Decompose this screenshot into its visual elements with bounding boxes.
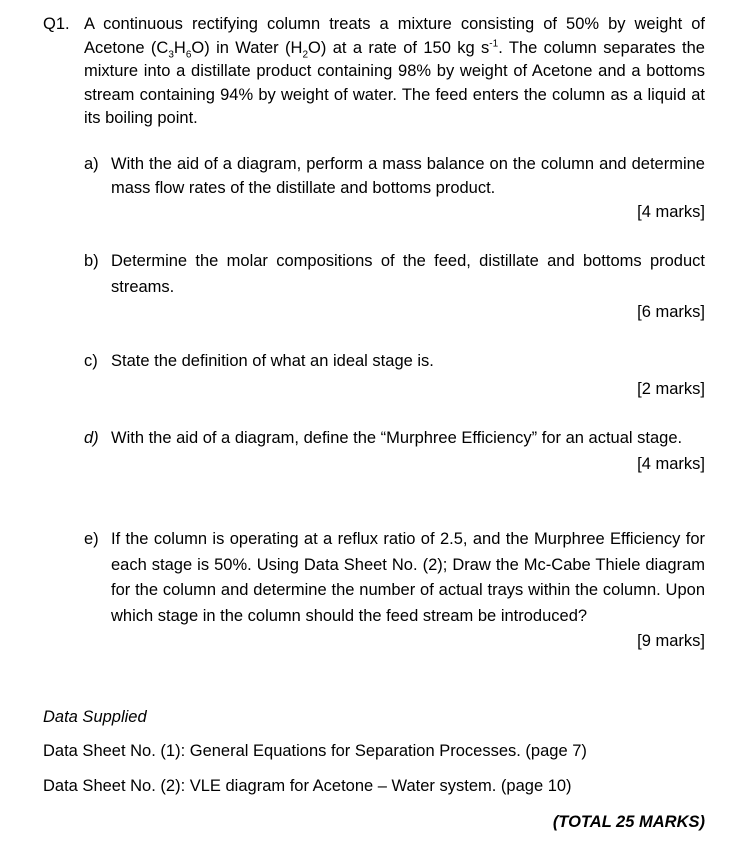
part-a-text: With the aid of a diagram, perform a mass balance on the column and determine mass flow rates of the distillate and bottoms product. xyxy=(111,155,705,197)
part-a-letter: a) xyxy=(84,155,99,173)
part-c xyxy=(84,349,705,401)
part-a-marks: [4 marks] xyxy=(637,203,705,221)
question-intro: A continuous rectifying column treats a mixture consisting of 50% by weight of Acetone $(C_3H_6O)$ in Water $(H_2O)$ at a rate of 150 kg $s^{-1}$. The column separates the mixture into a distillate product containing 98% by weight of Acetone and a bottoms stream containing 94% by weight of water. The feed enters the column as a liquid at its boiling point. xyxy=(84,15,705,127)
part-d-letter: d) xyxy=(84,429,99,447)
part-d-text: With the aid of a diagram, define the “Murphree Efficiency” for an actual stage. xyxy=(111,429,683,447)
part-b-text: Determine the molar compositions of the feed, distillate and bottoms product streams. xyxy=(111,252,705,296)
question-number: Q1. xyxy=(43,15,70,33)
data-sheet-1: Data Sheet No. (1): General Equations for Separation Processes. (page 7) xyxy=(43,742,587,760)
part-c-letter: c) xyxy=(84,352,98,370)
part-d xyxy=(84,426,705,476)
part-e-text: If the column is operating at a reflux ratio of 2.5, and the Murphree Efficiency for each stage is 50%. Using Data Sheet No. (2); Draw the Mc-Cabe Thiele diagram for the column and determine the number of actual trays within the column. Upon which stage in the column should the feed stream be introduced? xyxy=(111,530,705,625)
part-c-text: State the definition of what an ideal stage is. xyxy=(111,352,434,370)
part-c-marks: [2 marks] xyxy=(637,380,705,398)
part-b xyxy=(84,249,705,324)
part-e-marks: [9 marks] xyxy=(637,632,705,650)
total-marks: (TOTAL 25 MARKS) xyxy=(552,813,705,831)
part-d-marks: [4 marks] xyxy=(637,454,705,473)
data-sheet-2: Data Sheet No. (2): VLE diagram for Acetone – Water system. (page 10) xyxy=(43,777,572,795)
part-b-marks: [6 marks] xyxy=(637,303,705,321)
part-b-letter: b) xyxy=(84,252,99,270)
part-a xyxy=(84,152,705,224)
part-e-letter: e) xyxy=(84,530,99,548)
part-e xyxy=(84,527,705,653)
data-supplied-heading: Data Supplied xyxy=(43,708,147,726)
